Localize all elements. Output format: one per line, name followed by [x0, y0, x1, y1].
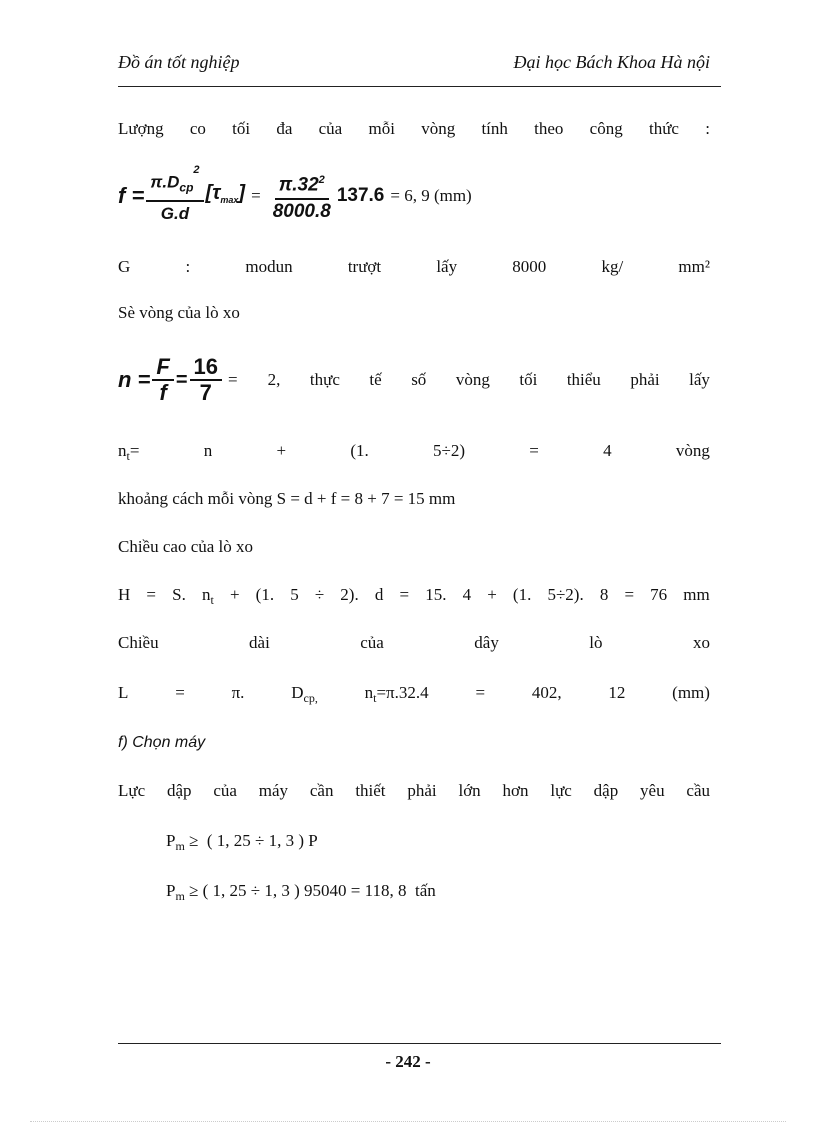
footer-rule	[118, 1043, 721, 1044]
equals-sign: =	[175, 369, 188, 391]
subscript: max	[220, 194, 239, 205]
word: cần	[309, 781, 334, 800]
pm-inequality-1	[166, 830, 318, 857]
word: số	[411, 370, 427, 389]
bracket-term: $[\tau_{max}]$	[205, 181, 246, 205]
word: máy	[258, 781, 289, 800]
spacing-line: khoảng cách mỗi vòng S = d + f = 8 + 7 = 15 mm	[118, 489, 456, 508]
word: thức	[648, 119, 679, 138]
nt-term	[118, 440, 139, 467]
equals-sign: =	[129, 441, 140, 460]
fraction	[152, 356, 173, 404]
word: (mm)	[672, 683, 710, 702]
word: thiểu	[566, 370, 601, 389]
symbol: P	[166, 831, 176, 850]
word: (1.	[512, 585, 532, 604]
word: 4	[603, 441, 612, 460]
superscript: 2	[193, 164, 200, 177]
subscript: t	[373, 691, 377, 705]
header-rule	[118, 86, 721, 87]
fraction	[269, 169, 335, 222]
subscript: t	[210, 593, 214, 607]
word: H	[118, 585, 131, 604]
modulus-line	[118, 256, 710, 278]
word: dài	[249, 633, 270, 652]
intro-line	[118, 118, 710, 140]
word: lớn	[458, 781, 481, 800]
word: +	[229, 585, 240, 604]
word: hơn	[502, 781, 529, 800]
word: dập	[593, 781, 619, 800]
word: cầu	[686, 781, 710, 800]
word: =	[529, 441, 539, 460]
word: tối	[519, 370, 538, 389]
word: (1.	[350, 441, 369, 460]
subscript: m	[175, 889, 185, 903]
pm-inequality-2	[166, 880, 436, 907]
equals-sign: =	[251, 186, 261, 205]
symbol: n	[201, 585, 211, 604]
word: kg/	[601, 257, 624, 276]
word: lấy	[689, 370, 710, 389]
word: của	[318, 119, 343, 138]
height-heading: Chiều cao của lò xo	[118, 537, 254, 556]
word: 76	[650, 585, 668, 604]
word: thực	[309, 370, 340, 389]
word: vòng	[455, 370, 490, 389]
frac-den: G.d	[160, 203, 190, 223]
word: (1.	[255, 585, 275, 604]
word: dây	[474, 633, 499, 652]
word: =	[175, 683, 185, 702]
word: =π.32.4	[376, 683, 429, 702]
word: 5÷2)	[433, 441, 466, 460]
nt-term	[202, 584, 214, 611]
word: =	[146, 585, 156, 604]
word: lò	[589, 633, 603, 652]
frac-num: 16	[190, 356, 222, 381]
word: 5÷2).	[547, 585, 584, 604]
word: 4	[462, 585, 472, 604]
word: yêu	[640, 781, 665, 800]
word: trượt	[347, 257, 382, 276]
word: mm	[683, 585, 710, 604]
word: =	[624, 585, 635, 604]
symbol: n	[118, 441, 127, 460]
subscript: m	[175, 839, 185, 853]
formula-coils	[118, 348, 710, 412]
page-number: - 242 -	[385, 1052, 431, 1071]
frac-den: 7	[199, 380, 212, 405]
word: 12	[608, 683, 626, 702]
word: :	[705, 119, 710, 138]
word: công	[589, 119, 623, 138]
word: thiết	[355, 781, 386, 800]
word: modun	[245, 257, 293, 276]
subscript: cp	[179, 180, 194, 195]
word: :	[185, 257, 191, 276]
word: co	[189, 119, 206, 138]
word: d	[374, 585, 384, 604]
word: vòng	[675, 441, 710, 460]
page-edge-dots	[30, 1121, 786, 1122]
formula-text: ≥ ( 1, 25 ÷ 1, 3 ) P	[184, 831, 318, 850]
word: tối	[232, 119, 251, 138]
wire-length-heading	[118, 632, 710, 654]
word: lấy	[436, 257, 458, 276]
word: L	[118, 683, 129, 702]
word: 402,	[531, 683, 562, 702]
formula-value: 137.6	[336, 185, 385, 206]
formula-result: = 6, 9 (mm)	[390, 186, 472, 205]
word: π.	[231, 683, 245, 702]
formula-text: ≥ ( 1, 25 ÷ 1, 3 ) 95040 = 118, 8 tấn	[184, 881, 436, 900]
word: Chiều	[118, 633, 159, 652]
word: =	[475, 683, 486, 702]
word: vòng	[421, 119, 456, 138]
word: ÷	[314, 585, 325, 604]
word: 2).	[340, 585, 359, 604]
formula-lhs: n =	[118, 367, 151, 392]
word: phải	[630, 370, 660, 389]
word: 2,	[267, 370, 281, 389]
word: lực	[550, 781, 572, 800]
word: 5	[290, 585, 299, 604]
word: G	[118, 257, 131, 276]
word: S.	[172, 585, 186, 604]
height-formula	[118, 584, 710, 611]
symbol: n	[364, 683, 374, 702]
superscript: 2	[318, 174, 325, 187]
coil-count-heading: Sè vòng của lò xo	[118, 303, 240, 322]
word: dập	[166, 781, 192, 800]
fraction	[146, 164, 203, 225]
frac-num: F	[152, 356, 173, 381]
nt-line	[118, 440, 710, 467]
fraction	[190, 356, 222, 404]
subscript: t	[126, 449, 130, 463]
equals-sign: =	[228, 370, 238, 389]
frac-num: π.32	[278, 174, 319, 196]
word: mỗi	[368, 119, 395, 138]
nt-term	[365, 682, 429, 709]
header-left: Đồ án tốt nghiệp	[118, 52, 240, 72]
word: theo	[534, 119, 564, 138]
coil-text	[268, 369, 710, 391]
word: đa	[276, 119, 293, 138]
wire-length-formula	[118, 682, 710, 709]
word: +	[276, 441, 287, 460]
word: xo	[692, 633, 710, 652]
word: n	[203, 441, 213, 460]
formula-deflection	[118, 166, 710, 226]
d-term	[291, 682, 318, 709]
symbol: P	[166, 881, 176, 900]
symbol: D	[291, 683, 304, 702]
press-force-line	[118, 780, 710, 802]
frac-den: 8000.8	[272, 200, 331, 222]
formula-lhs: f =	[118, 183, 145, 208]
word: phải	[407, 781, 437, 800]
subscript: cp,	[303, 691, 318, 705]
frac-num: π.D	[150, 172, 180, 192]
word: của	[213, 781, 237, 800]
word: Lượng	[118, 119, 164, 138]
tau-symbol: τ	[212, 181, 221, 204]
word: tính	[481, 119, 508, 138]
word: =	[399, 585, 410, 604]
header-right: Đại học Bách Khoa Hà nội	[513, 52, 710, 72]
word: +	[487, 585, 497, 604]
word: tế	[369, 370, 382, 389]
word: mm²	[678, 257, 710, 276]
word: 8	[599, 585, 609, 604]
frac-den: f	[159, 380, 167, 405]
word: của	[360, 633, 384, 652]
word: Lực	[118, 781, 146, 800]
section-heading: f) Chọn máy	[118, 734, 206, 751]
word: 8000	[512, 257, 547, 276]
word: 15.	[425, 585, 447, 604]
